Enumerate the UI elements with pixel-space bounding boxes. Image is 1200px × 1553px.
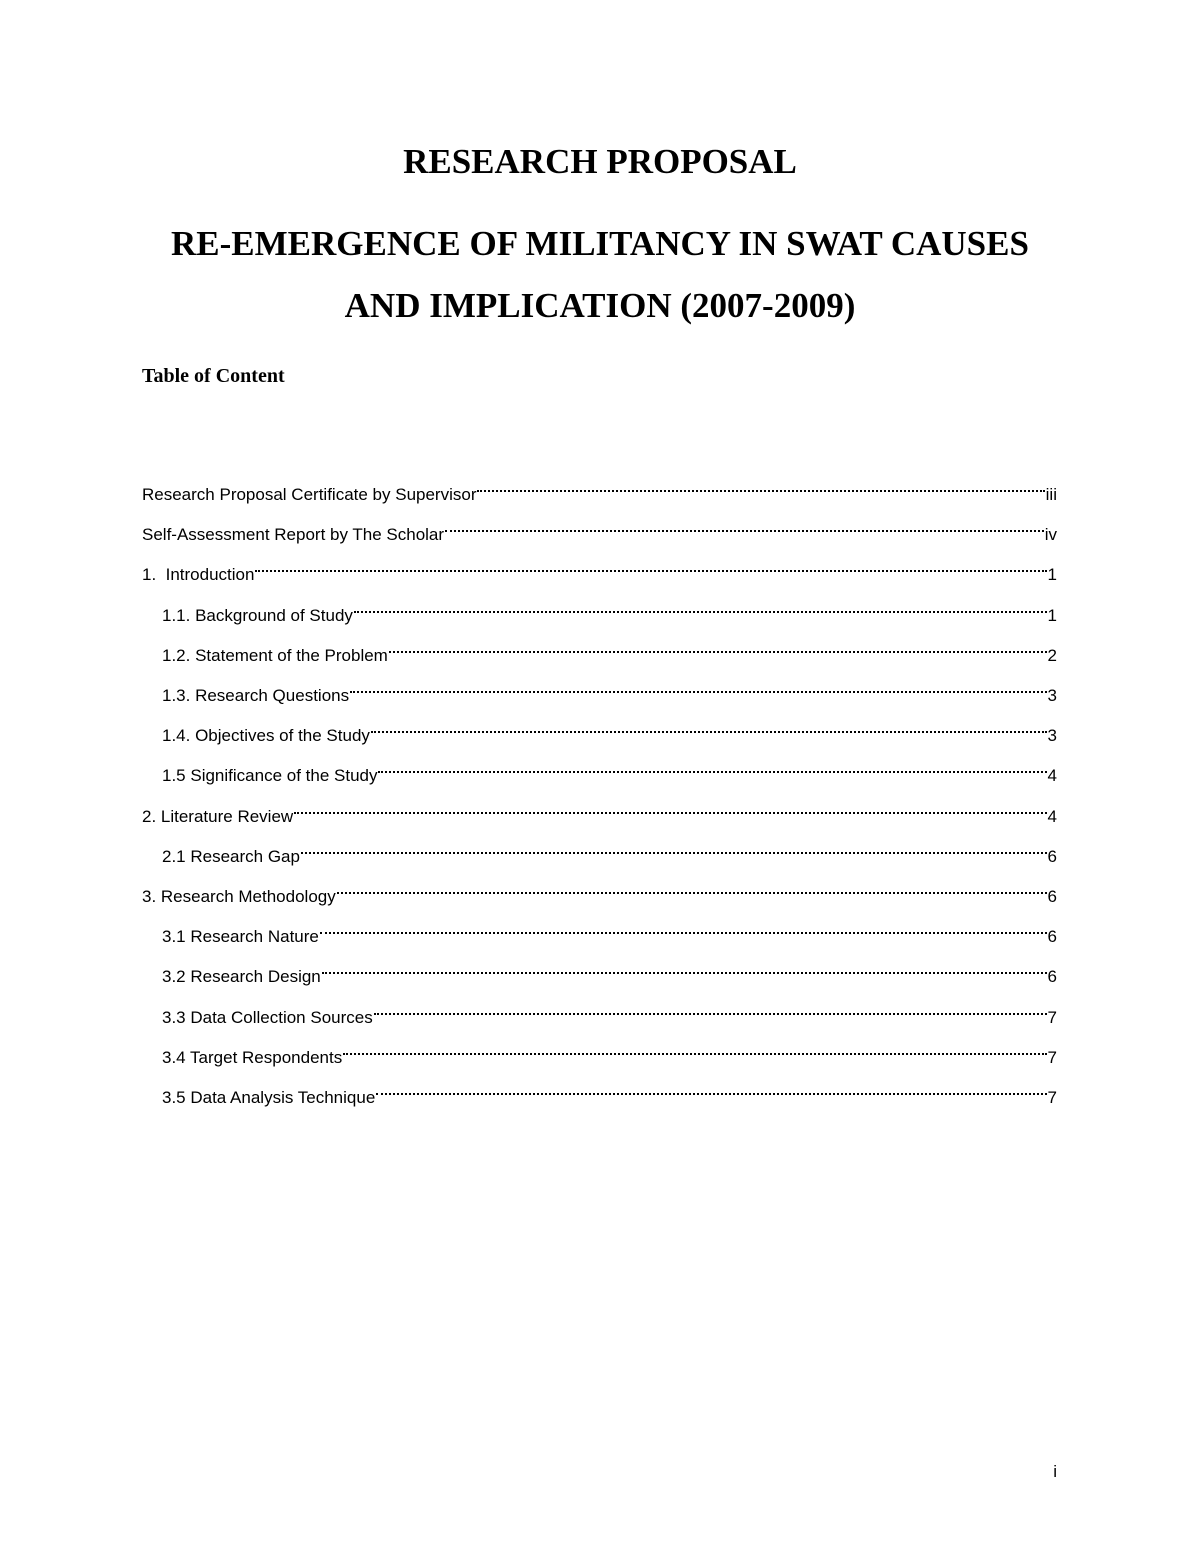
toc-entry-page-number: 6 [1047, 846, 1057, 866]
toc-dot-leader [378, 753, 1046, 781]
toc-entry[interactable] [142, 512, 1057, 545]
toc-entry[interactable] [162, 995, 1057, 1027]
toc-entry[interactable] [142, 794, 1057, 826]
document-subtitle-line-2: AND IMPLICATION (2007-2009) [344, 286, 856, 325]
toc-entry-page-number: 7 [1047, 1047, 1057, 1067]
toc-entry[interactable] [142, 472, 1057, 504]
toc-entry-page-number: 7 [1047, 1088, 1057, 1107]
toc-entry[interactable] [162, 593, 1057, 625]
toc-dot-leader [343, 1035, 1046, 1063]
toc-entry-label: 1. Introduction [142, 565, 255, 585]
toc-dot-leader [294, 794, 1046, 822]
toc-dot-leader [255, 552, 1046, 580]
toc-entry[interactable] [162, 753, 1057, 786]
toc-entry[interactable] [162, 1035, 1057, 1067]
toc-entry-label: 1.2. Statement of the Problem [162, 645, 388, 665]
toc-dot-leader [376, 1075, 1046, 1103]
toc-entry-label: Self-Assessment Report by The Scholar [142, 525, 445, 545]
toc-entry-page-number: 4 [1047, 766, 1057, 786]
toc-dot-leader [445, 512, 1044, 540]
toc-entry-label: 2. Literature Review [142, 806, 294, 826]
toc-entry-label: 3.5 Data Analysis Technique [162, 1088, 376, 1107]
toc-entry[interactable] [162, 1075, 1057, 1107]
toc-entry[interactable] [142, 874, 1057, 906]
toc-dot-leader [374, 995, 1047, 1023]
document-subtitle-line-1: RE-EMERGENCE OF MILITANCY IN SWAT CAUSES [171, 224, 1029, 263]
toc-entry-page-number: 1 [1047, 565, 1057, 585]
toc-entry-label: 3.3 Data Collection Sources [162, 1007, 373, 1027]
toc-entry-page-number: iii [1045, 485, 1057, 504]
toc-entry-page-number: 6 [1047, 967, 1057, 987]
toc-dot-leader [477, 472, 1044, 500]
toc-entry[interactable] [162, 954, 1057, 987]
toc-entry-page-number: 6 [1047, 887, 1057, 906]
toc-entry[interactable] [162, 834, 1057, 866]
toc-entry-label: 1.3. Research Questions [162, 686, 350, 705]
toc-dot-leader [354, 593, 1047, 621]
toc-entry-page-number: 6 [1047, 927, 1057, 947]
toc-entry-page-number: 3 [1047, 726, 1057, 746]
toc-heading: Table of Content [142, 365, 285, 387]
toc-entry[interactable] [142, 552, 1057, 585]
toc-entry-label: 3. Research Methodology [142, 887, 336, 906]
toc-dot-leader [301, 834, 1047, 862]
toc-entry-page-number: 1 [1047, 605, 1057, 625]
toc-entry-label: 3.2 Research Design [162, 967, 321, 987]
toc-entry-page-number: 4 [1047, 806, 1057, 826]
toc-entry[interactable] [162, 633, 1057, 665]
toc-entry[interactable] [162, 673, 1057, 705]
toc-entry-label: 1.1. Background of Study [162, 605, 353, 625]
toc-dot-leader [337, 874, 1047, 902]
toc-entry-label: 2.1 Research Gap [162, 846, 300, 866]
page-number: i [1053, 1462, 1057, 1481]
toc-dot-leader [320, 914, 1047, 942]
toc-dot-leader [322, 954, 1047, 982]
document-title: RESEARCH PROPOSAL [403, 142, 797, 181]
toc-entry-page-number: iv [1044, 525, 1057, 545]
toc-entry-label: 3.1 Research Nature [162, 927, 319, 947]
toc-entry-label: Research Proposal Certificate by Supervisor [142, 485, 477, 504]
toc-entry-page-number: 2 [1047, 645, 1057, 665]
toc-dot-leader [350, 673, 1046, 701]
toc-entry-page-number: 3 [1047, 686, 1057, 705]
toc-entry[interactable] [162, 914, 1057, 947]
toc-entry-label: 3.4 Target Respondents [162, 1047, 343, 1067]
toc-entry-label: 1.5 Significance of the Study [162, 766, 378, 786]
toc-entry-label: 1.4. Objectives of the Study [162, 726, 370, 746]
toc-dot-leader [389, 633, 1047, 661]
toc-entry-page-number: 7 [1047, 1007, 1057, 1027]
toc-entry[interactable] [162, 713, 1057, 746]
toc-dot-leader [371, 713, 1047, 741]
